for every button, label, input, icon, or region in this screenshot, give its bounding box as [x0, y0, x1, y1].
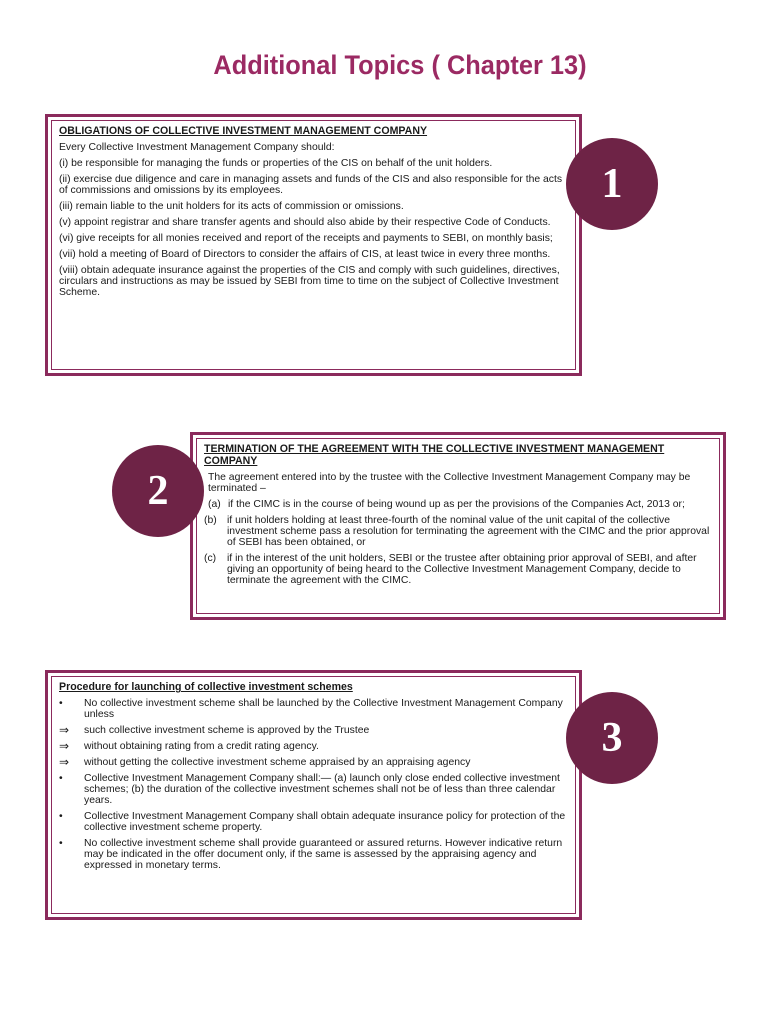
bullet-icon: •	[59, 811, 63, 822]
termination-item	[204, 553, 712, 586]
section-number-badge: 3	[566, 692, 658, 784]
obligation-item: (iii) remain liable to the unit holders for its acts of commission or omissions.	[59, 201, 404, 212]
procedure-item	[59, 741, 568, 752]
item-marker: (c)	[204, 553, 217, 564]
termination-item	[204, 515, 712, 548]
obligation-item: (vii) hold a meeting of Board of Directors to consider the affairs of CIS, at least twice in every three months.	[59, 249, 551, 260]
item-text: if in the interest of the unit holders, SEBI or the trustee after obtaining prior approval of SEBI, and after giving an opportunity of being heard to the Collective Investment Management Company, decide to terminate the agreement with the CIMC.	[227, 553, 697, 586]
termination-box-inner	[196, 438, 720, 614]
arrow-right-icon: ⇒	[59, 739, 70, 753]
section-number-badge: 1	[566, 138, 658, 230]
procedure-item	[59, 811, 568, 833]
bullet-icon: •	[59, 698, 63, 709]
obligation-item: (ii) exercise due diligence and care in managing assets and funds of the CIS and also responsible for the acts of commissions and omissions by its employees.	[59, 174, 563, 196]
bullet-icon: •	[59, 773, 63, 784]
bullet-icon: •	[59, 838, 63, 849]
obligations-heading: OBLIGATIONS OF COLLECTIVE INVESTMENT MANAGEMENT COMPANY	[59, 125, 428, 137]
termination-item	[204, 499, 712, 510]
termination-heading: TERMINATION OF THE AGREEMENT WITH THE COLLECTIVE INVESTMENT MANAGEMENT COMPANY	[204, 443, 665, 467]
obligation-item: (viii) obtain adequate insurance against the properties of the CIS and comply with such guidelines, directives, circulars and instructions as may be issued by SEBI from time to time on the subject of Collective Investment Scheme.	[59, 265, 560, 298]
item-text: Collective Investment Management Company shall:— (a) launch only close ended collective investment schemes; (b) the duration of the collective investment schemes shall not be of less than three calendar years.	[84, 773, 560, 806]
item-text: if unit holders holding at least three-fourth of the nominal value of the unit capital of the collective investment scheme pass a resolution for terminating the agreement with the CIMC and the prior approval of SEBI has been obtained, or	[227, 515, 710, 548]
termination-intro: The agreement entered into by the trustee with the Collective Investment Management Company may be terminated –	[208, 472, 691, 494]
item-marker: (a)	[208, 499, 221, 510]
item-text: No collective investment scheme shall be launched by the Collective Investment Management Company unless	[84, 698, 563, 720]
item-text: without obtaining rating from a credit rating agency.	[84, 741, 319, 752]
obligations-intro: Every Collective Investment Management Company should:	[59, 142, 335, 153]
procedure-item	[59, 773, 568, 806]
item-text: if the CIMC is in the course of being wound up as per the provisions of the Companies Act, 2013 or;	[228, 499, 685, 510]
item-text: without getting the collective investment scheme appraised by an appraising agency	[84, 757, 471, 768]
item-text: Collective Investment Management Company shall obtain adequate insurance policy for protection of the collective investment scheme property.	[84, 811, 566, 833]
procedure-box	[45, 670, 582, 920]
procedure-item	[59, 725, 568, 736]
obligation-item: (vi) give receipts for all monies received and report of the receipts and payments to SEBI, on monthly basis;	[59, 233, 553, 244]
obligations-box	[45, 114, 582, 376]
page-title: Additional Topics ( Chapter 13)	[213, 50, 587, 80]
arrow-right-icon: ⇒	[59, 755, 70, 769]
procedure-item	[59, 757, 568, 768]
item-text: such collective investment scheme is approved by the Trustee	[84, 725, 370, 736]
arrow-right-icon: ⇒	[59, 723, 70, 737]
obligation-item: (v) appoint registrar and share transfer agents and should also abide by their respective Code of Conducts.	[59, 217, 551, 228]
item-text: No collective investment scheme shall provide guaranteed or assured returns. However indicative return may be indicated in the offer document only, if the same is assessed by the appraising agency and expressed in monetary terms.	[84, 838, 563, 871]
procedure-box-inner	[51, 676, 576, 914]
procedure-item	[59, 698, 568, 720]
item-marker: (b)	[204, 515, 217, 526]
obligations-box-inner	[51, 120, 576, 370]
procedure-item	[59, 838, 568, 871]
section-number-badge: 2	[112, 445, 204, 537]
procedure-heading: Procedure for launching of collective investment schemes	[59, 681, 353, 693]
obligation-item: (i) be responsible for managing the funds or properties of the CIS on behalf of the unit holders.	[59, 158, 493, 169]
termination-box	[190, 432, 726, 620]
